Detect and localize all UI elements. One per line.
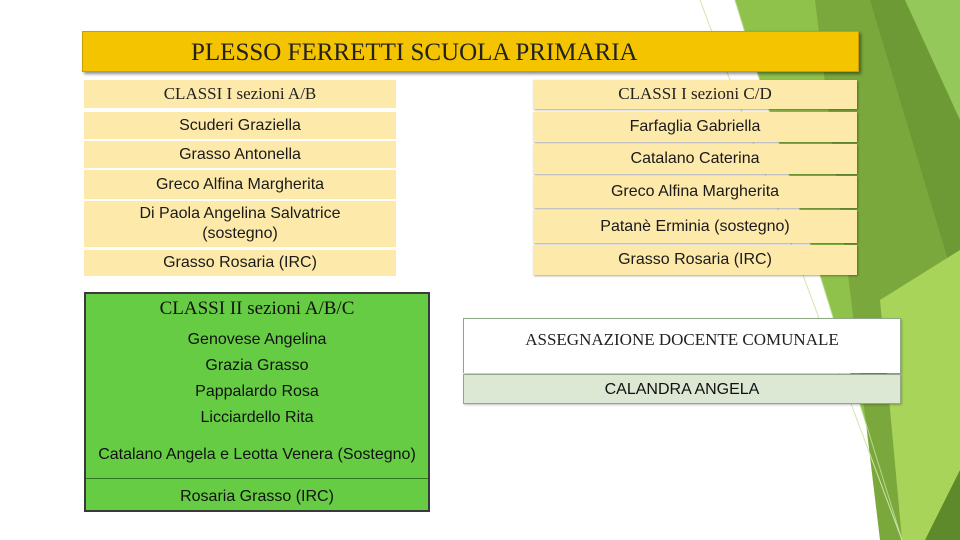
list-item: Di Paola Angelina Salvatrice (sostegno) bbox=[84, 201, 396, 247]
list-item: Genovese Angelina bbox=[86, 327, 428, 354]
list-item: Grasso Antonella bbox=[84, 141, 396, 168]
list-item: Grazia Grasso bbox=[86, 353, 428, 380]
list-item: Scuderi Graziella bbox=[84, 112, 396, 139]
assignment-header: ASSEGNAZIONE DOCENTE COMUNALE bbox=[463, 318, 901, 373]
classes-2-panel bbox=[84, 292, 430, 512]
list-item: Licciardello Rita bbox=[86, 405, 428, 432]
list-item: Grasso Rosaria (IRC) bbox=[84, 250, 396, 276]
classes-cd-header: CLASSI I sezioni C/D bbox=[533, 80, 857, 109]
list-item: Greco Alfina Margherita bbox=[84, 170, 396, 199]
list-item: Rosaria Grasso (IRC) bbox=[86, 484, 428, 510]
list-item: Pappalardo Rosa bbox=[86, 379, 428, 406]
classes-ab-header: CLASSI I sezioni A/B bbox=[84, 80, 396, 108]
page-title: PLESSO FERRETTI SCUOLA PRIMARIA bbox=[82, 31, 859, 72]
list-item: Greco Alfina Margherita bbox=[533, 176, 857, 208]
list-item: Grasso Rosaria (IRC) bbox=[533, 245, 857, 275]
list-item: Catalano Angela e Leotta Venera (Sostegno) bbox=[86, 431, 428, 479]
list-item: Patanè Erminia (sostegno) bbox=[533, 210, 857, 243]
list-item: Farfaglia Gabriella bbox=[533, 112, 857, 142]
classes-2-header: CLASSI II sezioni A/B/C bbox=[159, 298, 355, 319]
assignment-value: CALANDRA ANGELA bbox=[463, 374, 901, 404]
list-item: Catalano Caterina bbox=[533, 144, 857, 174]
